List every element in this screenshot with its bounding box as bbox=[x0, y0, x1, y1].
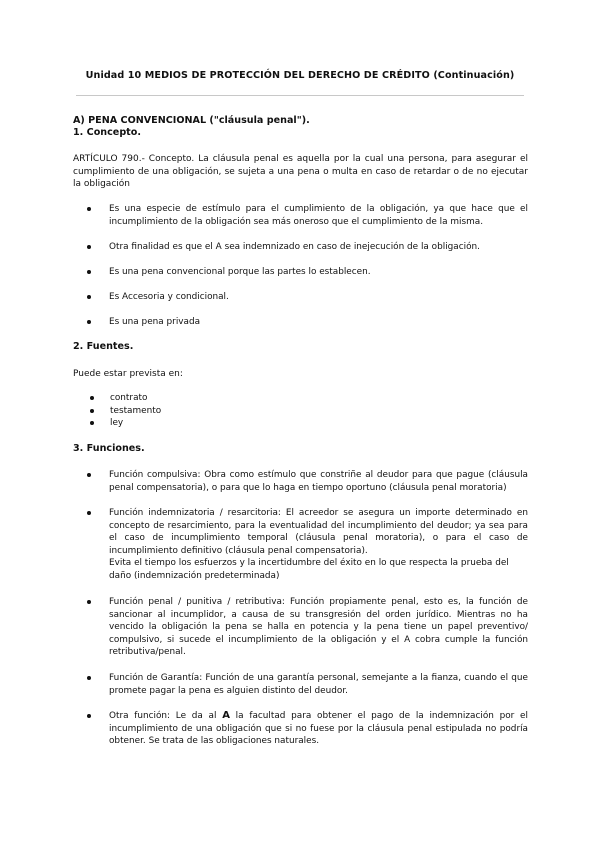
list-item-text: Otra finalidad es que el A sea indemnizado en caso de inejecución de la obligación. bbox=[109, 242, 480, 252]
concepto-heading: 1. Concepto. bbox=[73, 127, 142, 138]
bullet-icon bbox=[87, 600, 91, 604]
fuentes-intro: Puede estar prevista en: bbox=[73, 369, 183, 379]
funciones-heading: 3. Funciones. bbox=[73, 443, 145, 454]
list-item-text: Es Accesoria y condicional. bbox=[109, 292, 229, 302]
list-item-text: testamento bbox=[110, 405, 162, 416]
bullet-icon bbox=[87, 473, 91, 477]
bullet-icon bbox=[87, 245, 91, 249]
bullet-icon bbox=[87, 511, 91, 515]
bullet-icon bbox=[87, 714, 91, 718]
article-790-paragraph: ARTÍCULO 790.- Concepto. La cláusula penal es aquella por la cual una persona, para asegurar el cumplimiento de una obligación, se sujeta a una pena o multa en caso de retardar o de no ejecutar la obligación bbox=[73, 154, 528, 190]
bullet-icon bbox=[87, 270, 91, 274]
bullet-icon bbox=[90, 421, 94, 425]
bullet-icon bbox=[87, 320, 91, 324]
list-item-text: Es una pena convencional porque las partes lo establecen. bbox=[109, 267, 371, 277]
text-run: Otra función: Le da al bbox=[109, 711, 223, 721]
list-item-text: Es una pena privada bbox=[109, 317, 201, 327]
section-a-heading: A) PENA CONVENCIONAL ("cláusula penal"). bbox=[73, 115, 310, 126]
list-item-text: Función penal / punitiva / retributiva: Función propiamente penal, esto es, la función de sancionar al incumplidor, a causa de su transgresión del orden jurídico. Mientras no ha vencido la obligación la pena se halla en potencia y la pena tiene un papel preventivo/ compulsivo, si sucede el incumplimiento de la obligación y el A cobra cumple la función retributiva/penal. bbox=[109, 597, 528, 658]
title-divider bbox=[76, 95, 524, 96]
list-item-text: ley bbox=[110, 418, 124, 429]
list-item-text: Función de Garantía: Función de una garantía personal, semejante a la fianza, cuando el que promete pagar la pena es alguien distinto del deudor. bbox=[109, 673, 528, 696]
list-item-text: contrato bbox=[110, 393, 148, 403]
list-item-extra-text: Evita el tiempo los esfuerzos y la incertidumbre del éxito en lo que respecta la prueba del daño (indemnización predeterminada) bbox=[109, 558, 509, 581]
list-item-text bbox=[109, 710, 528, 748]
list-item-text: Función indemnizatoria / resarcitoria: El acreedor se asegura un importe determinado en concepto de resarcimiento, para la eventualidad del incumplimiento del deudor; ya sea para el caso de incumplimiento temporal (cláusula penal moratoria), o para el caso de incumplimiento definitivo (cláusula penal compensatoria). bbox=[109, 508, 528, 556]
list-item-text: Es una especie de estímulo para el cumplimiento de la obligación, ya que hace que el incumplimiento de la obligación sea más oneroso que el cumplimiento de la misma. bbox=[109, 204, 528, 227]
bullet-icon bbox=[87, 676, 91, 680]
bullet-icon bbox=[87, 207, 91, 211]
list-item-body bbox=[109, 507, 528, 583]
bold-creditor-letter: A bbox=[222, 710, 230, 721]
bullet-icon bbox=[90, 396, 94, 400]
bullet-icon bbox=[90, 409, 94, 413]
list-item-text: Función compulsiva: Obra como estímulo que constriñe al deudor para que pague (cláusula penal compensatoria), o para que lo haga en tiempo oportuno (cláusula penal moratoria) bbox=[109, 470, 528, 493]
bullet-icon bbox=[87, 295, 91, 299]
text-run: la facultad para obtener el pago de la indemnización por el incumplimiento de una obligación que si no fuese por la cláusula penal estipulada no podría obtener. Se trata de las obligaciones naturales. bbox=[109, 711, 528, 747]
fuentes-heading: 2. Fuentes. bbox=[73, 341, 134, 352]
page-title: Unidad 10 MEDIOS DE PROTECCIÓN DEL DERECHO DE CRÉDITO (Continuación) bbox=[85, 70, 515, 81]
